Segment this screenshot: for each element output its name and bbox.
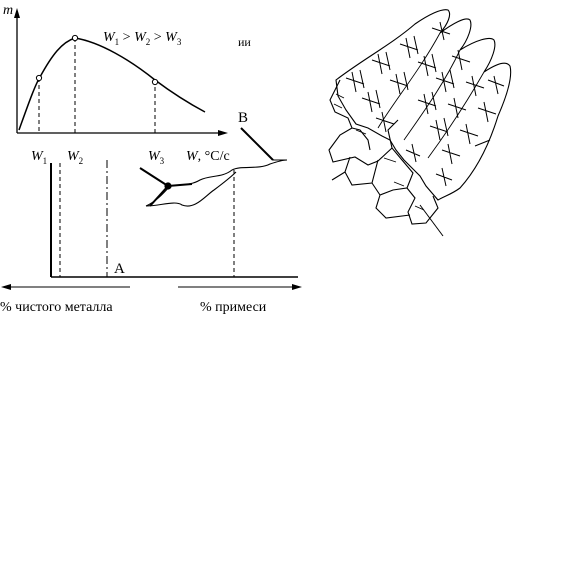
point-w3 bbox=[152, 79, 157, 84]
y-axis-arrow bbox=[14, 8, 20, 18]
arm-left bbox=[140, 168, 168, 186]
tick-label-w2: $W_2$ bbox=[67, 149, 84, 166]
y-axis-label: m bbox=[3, 3, 14, 18]
nucleus-dot bbox=[164, 182, 171, 189]
arm-right bbox=[168, 184, 192, 186]
liquidus-segment bbox=[241, 128, 273, 160]
point-w2 bbox=[72, 35, 77, 40]
x-axis-arrow bbox=[218, 130, 228, 136]
label-a: A bbox=[114, 261, 125, 277]
dendrite-arm-separators bbox=[378, 33, 484, 158]
inequality-label: $W_1 > W_2 > W_3$ bbox=[103, 30, 182, 47]
fragment-text: ии bbox=[238, 35, 251, 49]
right-caption: % примеси bbox=[200, 300, 267, 315]
phase-diagram bbox=[0, 110, 302, 315]
arm-down bbox=[150, 186, 168, 206]
top-chart bbox=[3, 3, 251, 166]
dendrite-crosshatch bbox=[346, 22, 504, 186]
left-arrow-head bbox=[1, 284, 11, 290]
tick-label-w1: $W_1$ bbox=[31, 149, 48, 166]
point-w1 bbox=[36, 75, 41, 80]
dendrite-outline bbox=[146, 172, 236, 206]
left-caption: % чистого металла bbox=[0, 300, 113, 315]
x-axis-label: W, °C/c bbox=[186, 149, 230, 164]
tick-label-w3: $W_3$ bbox=[148, 149, 165, 166]
microstructure-drawing bbox=[329, 10, 511, 236]
right-arrow-head bbox=[292, 284, 302, 290]
label-b: B bbox=[238, 110, 249, 126]
pointer-line-lower bbox=[420, 205, 443, 236]
curve bbox=[19, 38, 205, 130]
